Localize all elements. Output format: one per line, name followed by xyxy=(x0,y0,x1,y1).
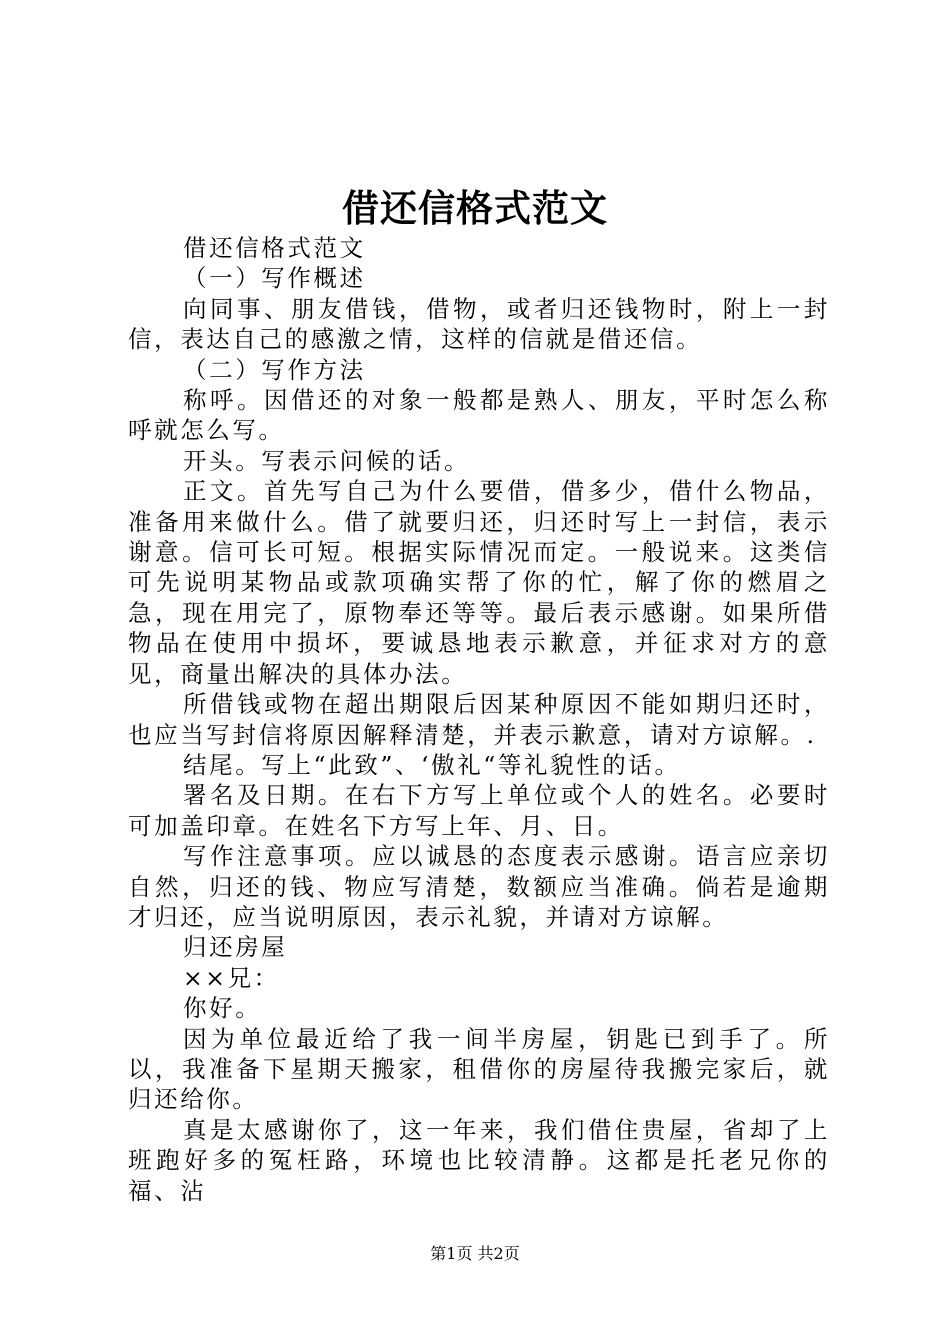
paragraph-overview: 向同事、朋友借钱，借物，或者归还钱物时，附上一封信，表达自己的感激之情，这样的信就是借还信。 xyxy=(128,294,830,354)
paragraph-opening: 开头。写表示问候的话。 xyxy=(183,446,471,475)
section-heading-overview: （一）写作概述 xyxy=(183,264,366,293)
paragraph-heading: 借还信格式范文 xyxy=(183,234,366,262)
sample-letter-title: 归还房屋 xyxy=(183,933,288,962)
paragraph-salutation: 称呼。因借还的对象一般都是熟人、朋友，平时怎么称呼就怎么写。 xyxy=(128,386,830,445)
paragraph-notes: 写作注意事项。应以诚恳的态度表示感谢。语言应亲切自然，归还的钱、物应写清楚，数额应当准确。倘若是逾期才归还，应当说明原因，表示礼貌，并请对方谅解。 xyxy=(128,842,830,931)
page-footer: 第1页 共2页 xyxy=(430,1244,520,1263)
document-title: 借还信格式范文 xyxy=(342,186,608,230)
sample-letter-body-1: 因为单位最近给了我一间半房屋，钥匙已到手了。所以，我准备下星期天搬家，租借你的房屋待我搬完家后，就归还给你。 xyxy=(128,1024,830,1114)
sample-letter-greeting: 你好。 xyxy=(183,994,262,1023)
sample-letter-body-2: 真是太感谢你了，这一年来，我们借住贵屋，省却了上班跑好多的冤枉路，环境也比较清静。这都是托老兄你的福、沾 xyxy=(128,1115,830,1205)
paragraph-signature: 署名及日期。在右下方写上单位或个人的姓名。必要时可加盖印章。在姓名下方写上年、月、日。 xyxy=(128,781,830,840)
document-body xyxy=(128,233,830,1206)
section-heading-method: （二）写作方法 xyxy=(183,355,366,384)
paragraph-overdue: 所借钱或物在超出期限后因某种原因不能如期归还时，也应当写封信将原因解释清楚，并表示歉意，请对方谅解。. xyxy=(128,690,830,749)
paragraph-main-text: 正文。首先写自己为什么要借，借多少，借什么物品，准备用来做什么。借了就要归还，归还时写上一封信，表示谢意。信可长可短。根据实际情况而定。一般说来。这类信可先说明某物品或款项确实帮了你的忙，解了你的燃眉之急，现在用完了，原物奉还等等。最后表示感谢。如果所借物品在使用中损坏，要诚恳地表示歉意，并征求对方的意见，商量出解决的具体办法。 xyxy=(128,477,830,688)
paragraph-closing: 结尾。写上“此致”、‘傲礼“等礼貌性的话。 xyxy=(183,750,681,779)
sample-letter-salutation: ××兄： xyxy=(183,963,280,992)
